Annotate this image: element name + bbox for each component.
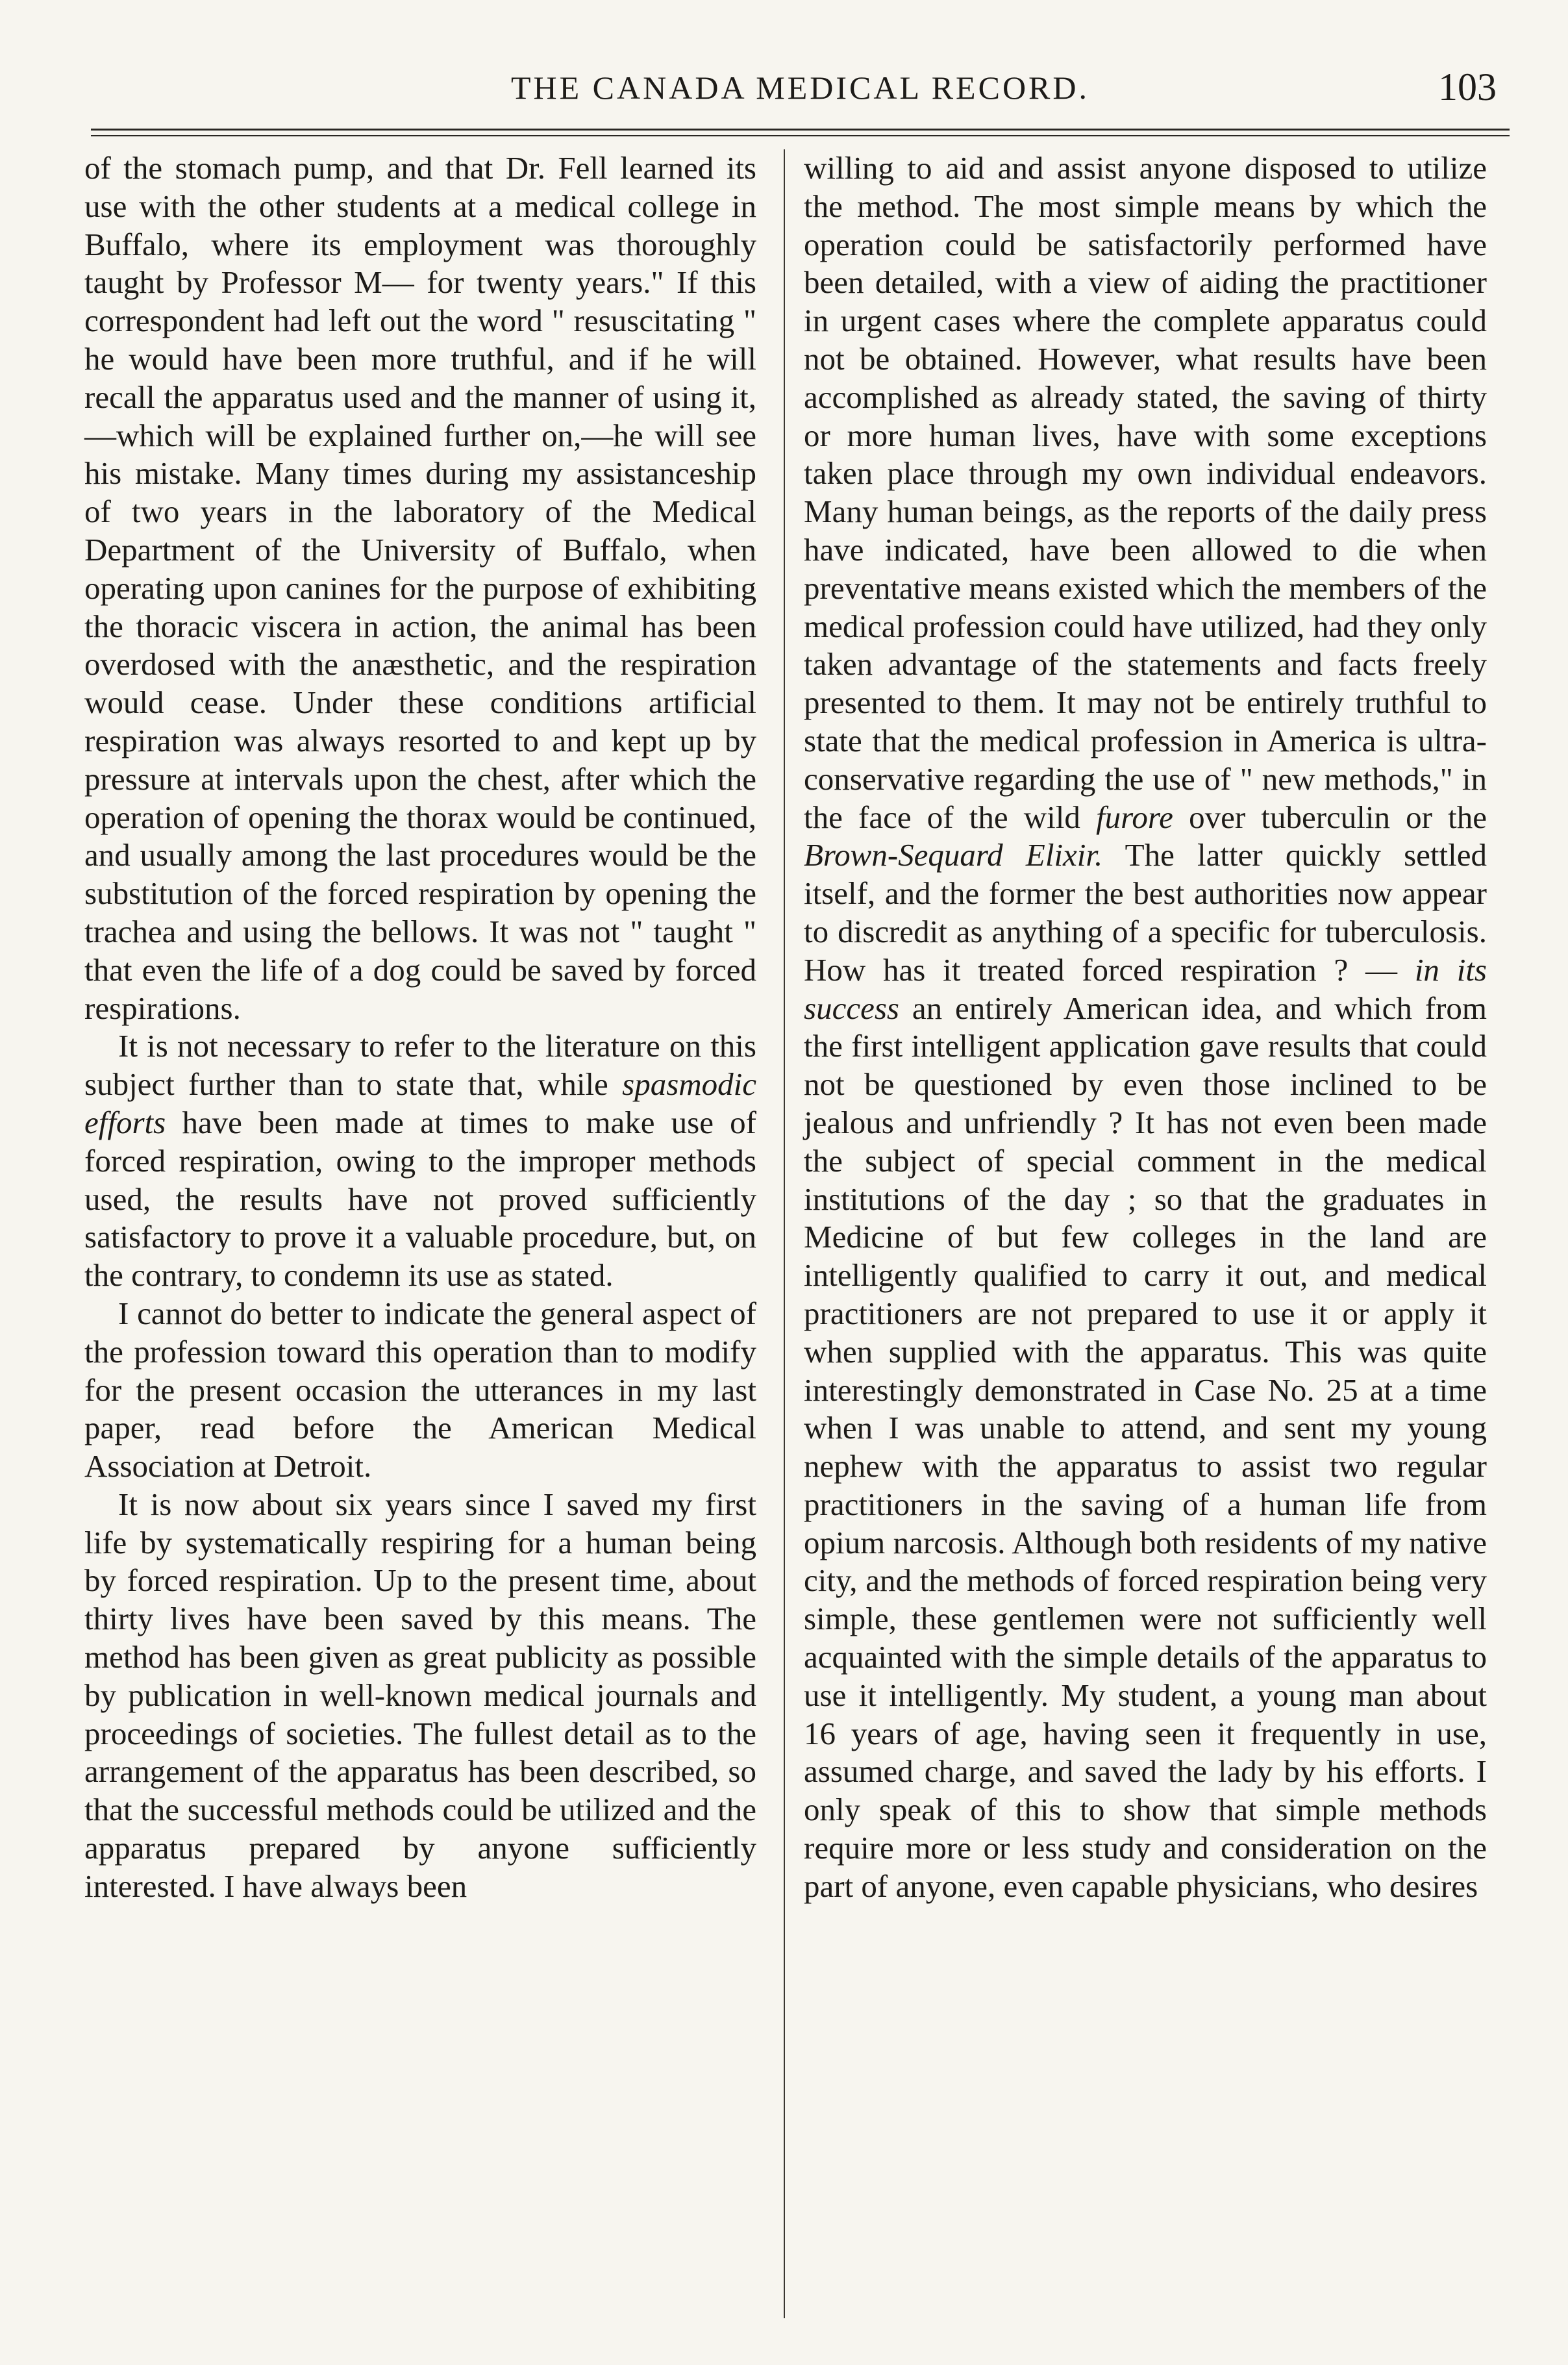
right-text-a: willing to aid and assist anyone disposed to utilize the method. The most simple means by which the operation could be satisfactorily performed have been detailed, with a view of aiding the practitioner in urgent cases where the complete apparatus could not be obtained. However, what results have been accomplished as already stated, the saving of thirty or more human lives, have with some exceptions taken place through my own individual endeavors. Many human beings, as the reports of the daily press have indicated, have been allowed to die when preventative means existed which the members of the medical profession could have utilized, had they only taken advantage of the statements and facts freely presented to them. It may not be entirely truthful to state that the medical profession in America is ultra-conservative regarding the use of " new methods," in the face of the wild	[804, 150, 1487, 835]
italic-in-its-success: in its success	[804, 951, 1487, 1026]
journal-title: THE CANADA MEDICAL RECORD.	[510, 69, 1090, 106]
left-paragraph-2	[84, 1027, 756, 1295]
right-text-b: over tuberculin or the	[1189, 799, 1487, 835]
italic-brown-sequard-elixir: Brown-Sequard Elixir.	[804, 837, 1103, 873]
right-text-d: an entirely American idea, and which from the first intelligent application gave results that could not be questioned by even those inclined to be jealous and unfriendly ? It has not even been made the subject of special comment in the medical institutions of the day ; so that the graduates in Medicine of but few colleges in the land are intelligently qualified to carry it out, and medical practitioners are not prepared to use it or apply it when supplied with the apparatus. This was quite interestingly demonstrated in Case No. 25 at a time when I was unable to attend, and sent my young nephew with the apparatus to assist two regular practitioners in the saving of a human life from opium narcosis. Although both residents of my native city, and the methods of forced respiration being very simple, these gentlemen were not sufficiently well acquainted with the simple details of the apparatus to use it intelligently. My student, a young man about 16 years of age, having seen it frequently in use, assumed charge, and saved the lady by his efforts. I only speak of this to show that simple methods require more or less study and consideration on the part of anyone, even capable physicians, who desires	[804, 990, 1487, 1904]
header-rule-bottom	[91, 135, 1510, 136]
italic-furore: furore	[1096, 799, 1173, 835]
right-column	[804, 149, 1487, 1906]
left-paragraph-2-text-a: It is not necessary to refer to the literature on this subject further than to state that, while	[84, 1028, 756, 1103]
left-paragraph-4: It is now about six years since I saved my first life by systematically respiring for a human being by forced respiration. Up to the present time, about thirty lives have been saved by this means. The method has been given as great publicity as possible by publication in well-known medical journals and proceedings of societies. The fullest detail as to the arrangement of the apparatus has been described, so that the successful methods could be utilized and the apparatus prepared by anyone sufficiently interested. I have always been	[84, 1486, 756, 1904]
italic-spasmodic-efforts: spasmodic efforts	[84, 1066, 757, 1140]
right-paragraph-1	[804, 149, 1487, 1906]
header-rule-top	[91, 129, 1510, 131]
left-paragraph-1: of the stomach pump, and that Dr. Fell learned its use with the other students at a medical college in Buffalo, where its employment was thoroughly taught by Professor M— for twenty years." If this correspondent had left out the word " resuscitating " he would have been more truthful, and if he will recall the apparatus used and the manner of using it,—which will be explained further on,—he will see his mistake. Many times during my assistanceship of two years in the laboratory of the Medical Department of the University of Buffalo, when operating upon canines for the purpose of exhibiting the thoracic viscera in action, the animal has been overdosed with the anæsthetic, and the respiration would cease. Under these conditions artificial respiration was always resorted to and kept up by pressure at intervals upon the chest, after which the operation of opening the thorax would be continued, and usually among the last procedures would be the substitution of the forced respiration by opening the trachea and using the bellows. It was not " taught " that even the life of a dog could be saved by forced respirations.	[84, 150, 756, 1026]
left-paragraph-2-text-b: have been made at times to make use of forced respiration, owing to the improper methods used, the results have not proved sufficiently satisfactory to prove it a valuable procedure, but, on the contrary, to condemn its use as stated.	[84, 1104, 756, 1294]
column-divider	[784, 149, 785, 2318]
right-text-c: The latter quickly settled itself, and the former the best authorities now appear to discredit as anything of a specific for tuberculosis. How has it treated forced respiration ? —	[804, 837, 1487, 988]
page-number: 103	[1438, 66, 1497, 108]
left-paragraph-3: I cannot do better to indicate the general aspect of the profession toward this operation than to modify for the present occasion the utterances in my last paper, read before the American Medical Association at Detroit.	[84, 1295, 756, 1484]
left-column	[84, 149, 756, 1906]
running-header	[91, 45, 1510, 117]
